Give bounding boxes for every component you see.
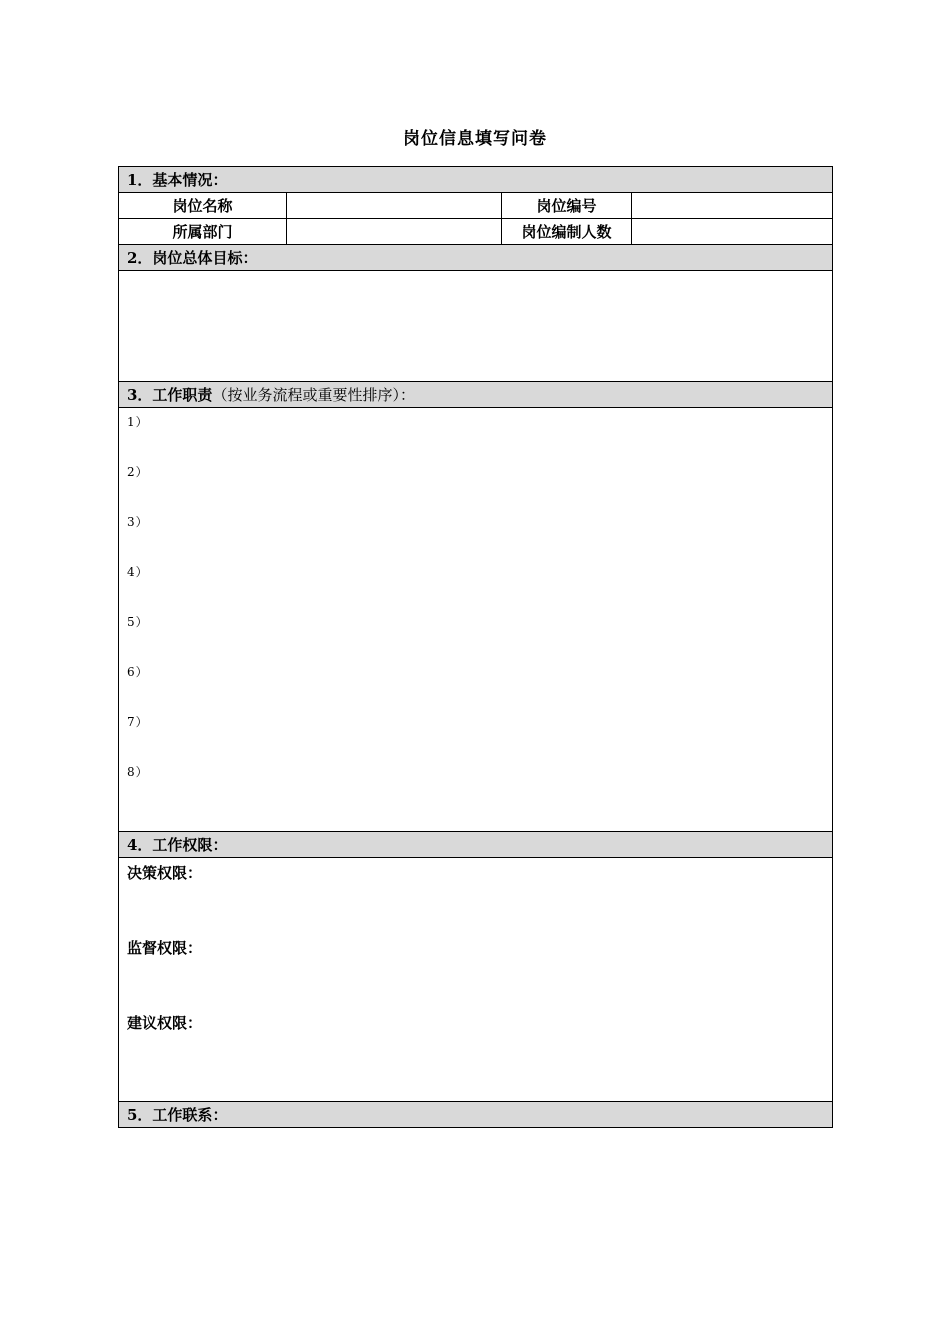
job-name-field[interactable] bbox=[287, 193, 502, 219]
duty-item-7: 7） bbox=[127, 715, 149, 729]
duty-item-3: 3） bbox=[127, 515, 149, 529]
section-duties-title-cell bbox=[119, 382, 833, 408]
section-goal-header bbox=[119, 245, 833, 271]
section-authority-body bbox=[119, 858, 833, 1102]
section-duties-title: 3．工作职责 bbox=[127, 386, 213, 404]
department-label: 所属部门 bbox=[119, 219, 287, 245]
decision-authority-label: 决策权限： bbox=[127, 864, 203, 882]
page-title: 岗位信息填写问卷 bbox=[403, 129, 547, 149]
job-number-field[interactable] bbox=[632, 193, 833, 219]
headcount-field[interactable] bbox=[632, 219, 833, 245]
section-authority-header bbox=[119, 832, 833, 858]
section-basic-title: 1．基本情况： bbox=[119, 167, 833, 193]
supervision-authority-label: 监督权限： bbox=[127, 939, 203, 957]
basic-row-1 bbox=[119, 193, 833, 219]
section-basic-header bbox=[119, 167, 833, 193]
section-duties-note: （按业务流程或重要性排序）： bbox=[212, 386, 415, 404]
section-contacts-title: 5．工作联系： bbox=[119, 1102, 833, 1128]
duty-item-4: 4） bbox=[127, 565, 149, 579]
section-contacts-header bbox=[119, 1102, 833, 1128]
duty-item-1: 1） bbox=[127, 415, 149, 429]
duties-field[interactable] bbox=[119, 408, 833, 832]
department-field[interactable] bbox=[287, 219, 502, 245]
section-duties-header bbox=[119, 382, 833, 408]
authority-field[interactable] bbox=[119, 858, 833, 1102]
job-name-label: 岗位名称 bbox=[119, 193, 287, 219]
duty-item-2: 2） bbox=[127, 465, 149, 479]
basic-row-2 bbox=[119, 219, 833, 245]
duty-item-8: 8） bbox=[127, 765, 149, 779]
section-duties-body bbox=[119, 408, 833, 832]
suggestion-authority-label: 建议权限： bbox=[127, 1014, 203, 1032]
duty-item-5: 5） bbox=[127, 615, 149, 629]
duty-item-6: 6） bbox=[127, 665, 149, 679]
section-goal-title: 2．岗位总体目标： bbox=[119, 245, 833, 271]
headcount-label: 岗位编制人数 bbox=[502, 219, 632, 245]
section-goal-body bbox=[119, 271, 833, 382]
job-number-label: 岗位编号 bbox=[502, 193, 632, 219]
goal-field[interactable] bbox=[119, 271, 833, 382]
job-info-form bbox=[118, 166, 833, 1128]
section-authority-title: 4．工作权限： bbox=[119, 832, 833, 858]
